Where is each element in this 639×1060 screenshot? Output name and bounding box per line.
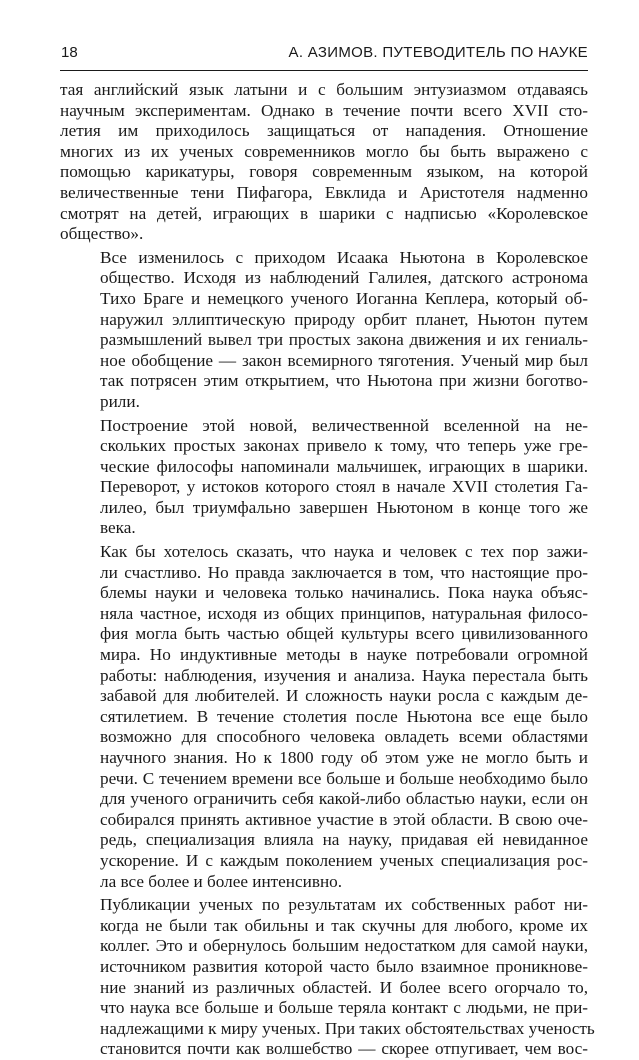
text-line: мира. Но индуктивные методы в науке потребовали огромной [100, 645, 588, 665]
text-line: помощью карикатуры, говоря современным языком, на которой [60, 162, 588, 182]
paragraph [60, 416, 588, 540]
text-line: Публикации ученых по результатам их собственных работ ни- [100, 895, 588, 915]
text-line: что наука все больше и больше теряла контакт с людьми, не при- [100, 998, 588, 1018]
text-line: Тихо Браге и немецкого ученого Иоганна Кеплера, который об- [100, 288, 588, 308]
text-line: Как бы хотелось сказать, что наука и человек с тех пор зажи- [100, 542, 588, 562]
paragraph [60, 542, 588, 892]
text-line: ное обобщение — закон всемирного тяготения. Ученый мир был [100, 350, 588, 370]
text-line: редь, специализация влияла на науку, придавая ей невиданное [100, 830, 588, 850]
text-line: смотрят на детей, играющих в шарики с надписью «Королевское [60, 203, 588, 223]
text-line: ческие философы напоминали мальчишек, играющих в шарики. [100, 456, 588, 476]
text-line: рили. [100, 391, 140, 411]
text-line: собирался принять активное участие в этой области. В свою оче- [100, 809, 588, 829]
text-line: забавой для любителей. И сложность науки росла с каждым де- [100, 686, 588, 706]
text-line: наружил эллиптическую природу орбит планет, Ньютон путем [100, 309, 588, 329]
text-line: няла частное, исходя из общих принципов, натуральная филосо- [100, 603, 588, 623]
text-line: фия могла быть частью общей культуры всего цивилизованного [100, 624, 588, 644]
text-line: коллег. Это и обернулось большим недостатком для самой науки, [100, 936, 588, 956]
text-line: ускорение. И с каждым поколением ученых специализация рос- [100, 850, 588, 870]
paragraph [60, 80, 588, 245]
running-title: А. АЗИМОВ. ПУТЕВОДИТЕЛЬ ПО НАУКЕ [288, 44, 588, 61]
text-line: возможно для способного человека овладеть всеми областями [100, 727, 588, 747]
text-line: общество. Исходя из наблюдений Галилея, датского астронома [100, 268, 588, 288]
paragraph [60, 895, 595, 1060]
text-line: величественные тени Пифагора, Евклида и Аристотеля надменно [60, 182, 588, 202]
text-line: Все изменилось с приходом Исаака Ньютона в Королевское [100, 247, 588, 267]
text-line: размышлений вывел три простых закона движения и их гениаль- [100, 330, 588, 350]
text-line: ла все более и более интенсивно. [100, 871, 343, 891]
text-line: Переворот, у истоков которого стоял в начале XVII столетия Га- [100, 477, 588, 497]
text-line: ли счастливо. Но правда заключается в том, что настоящие про- [100, 562, 588, 582]
text-line: становится почти как волшебство — скорее отпугивает, чем вос- [100, 1039, 588, 1059]
text-line: научным экспериментам. Однако в течение почти всего XVII сто- [60, 100, 588, 120]
text-line: когда не были так обильны и так скучны для любого, кроме их [100, 915, 588, 935]
text-line: летия им приходилось защищаться от нападения. Отношение [60, 121, 588, 141]
text-line: работы: наблюдения, изучения и анализа. Наука перестала быть [100, 665, 588, 685]
text-line: блемы науки и человека только начинались. Пока наука объяс- [100, 583, 588, 603]
text-line: лилео, был триумфально завершен Ньютоном в конце того же [100, 497, 588, 517]
text-line: речи. С течением времени все больше и больше необходимо было [100, 768, 588, 788]
text-line: ние знаний из различных областей. И более всего огорчало то, [100, 977, 588, 997]
text-line: века. [100, 518, 136, 538]
text-line: тая английский язык латыни и с большим энтузиазмом отдаваясь [60, 80, 588, 99]
text-line: научного знания. Но к 1800 году об этом уже не могло быть и [100, 748, 588, 767]
text-line: сятилетием. В течение столетия после Ньютона все еще было [100, 706, 588, 726]
text-line: для ученого ограничить себя какой-либо областью науки, если он [100, 789, 588, 809]
text-line: так потрясен этим открытием, что Ньютона при жизни боготво- [100, 371, 588, 391]
text-line: источником развития которой часто было взаимное проникнове- [100, 956, 588, 976]
text-line: многих из их ученых современников могло бы быть выражено с [60, 141, 588, 161]
body-text [60, 80, 595, 1060]
text-line: надлежащими к миру ученых. При таких обстоятельствах ученость [100, 1018, 595, 1038]
paragraph [60, 248, 588, 413]
text-line: Построение этой новой, величественной вселенной на не- [100, 415, 588, 435]
text-line: общество». [60, 224, 144, 244]
page-header [60, 40, 588, 71]
page-number: 18 [61, 44, 78, 61]
text-line: скольких простых законах привело к тому, что теперь уже гре- [100, 436, 588, 456]
